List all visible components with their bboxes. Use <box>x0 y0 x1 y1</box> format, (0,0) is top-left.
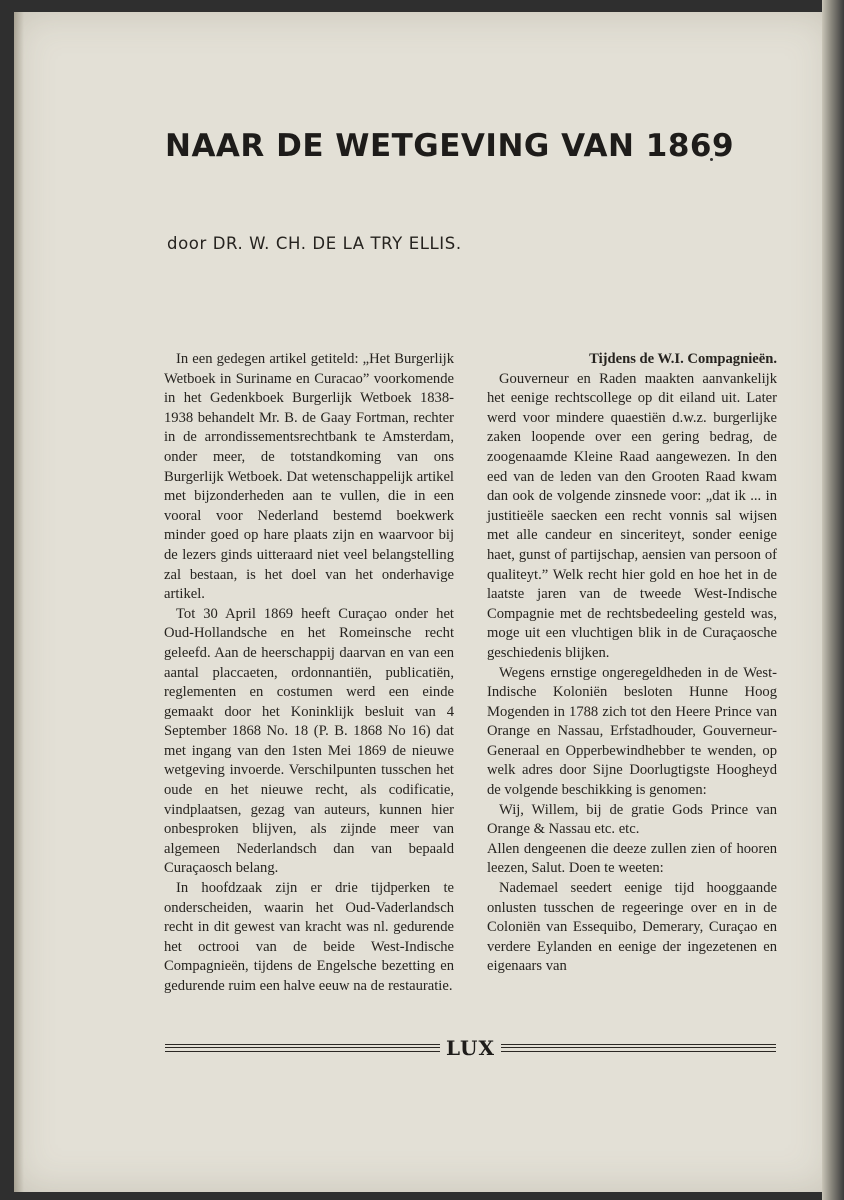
paragraph: Wegens ernstige ongeregeldheden in de West-Indische Koloniën besloten Hunne Hoog Mogenden in 1788 zich tot den Heere Prince van Orange en Nassau, Erfstadhouder, Gouverneur-Generaal en Opperbewindhebber te wenden, op welk adres door Sijne Doorlugtigste Hoogheyd de volgende beschikking is genomen: <box>487 664 777 799</box>
masthead-logo: LUX <box>446 1036 495 1060</box>
paragraph: Wij, Willem, bij de gratie Gods Prince van Orange & Nassau etc. etc. <box>487 801 777 838</box>
footer-rule-left <box>165 1044 440 1052</box>
paragraph: In een gedegen artikel getiteld: „Het Burgerlijk Wetboek in Suriname en Curacao” voorkomende in het Gedenkboek Burgerlijk Wetboek 1838-1938 behandelt Mr. B. de Gaay Fortman, rechter in de arrondissementsrechtbank te Amsterdam, onder meer, de totstandkoming van ons Burgerlijk Wetboek. Dat wetenschappelijk artikel met bijzonderheden aan te vullen, die in een vooral voor Nederland bestemd boekwerk minder goed op hare plaats zijn en waarvoor bij de lezers ginds uitteraard niet veel belangstelling zal bestaan, is het doel van het onderhavige artikel. <box>164 351 454 603</box>
right-column <box>487 350 777 977</box>
page-gutter-shadow <box>14 12 24 1192</box>
article-title: NAAR DE WETGEVING VAN 1869 <box>165 128 735 164</box>
paragraph: In hoofdzaak zijn er drie tijdperken te onderscheiden, waarin het Oud-Vaderlandsch recht in dit gewest van kracht was nl. gedurende het octrooi van de beide West-Indische Compagnieën, tijdens de Engelsche bezetting en gedurende ruim een halve eeuw na de restauratie. <box>164 880 454 994</box>
paragraph: Gouverneur en Raden maakten aanvankelijk het eenige rechtscollege op dit eiland uit. Later werd voor mindere quaestiën d.w.z. burgerlijke zaken loopende over een gering bedrag, de zoogenaamde Kleine Raad aangewezen. In den eed van de leden van den Grooten Raad kwam dan ook de volgende zinsnede voor: „dat ik ... in justitieële saecken een recht vonnis sal wijsen met alle candeur en sinceriteyt, sonder eenige haet, gunst of partijschap, aensien van persoon of qualiteyt.” Welk recht hier gold en hoe het in de laatste jaren van de tweede West-Indische Compagnie met de rechtsbedeeling gesteld was, moge uit een vluchtigen blik in de Curaçaosche geschiedenis blijken. <box>487 370 777 661</box>
paragraph: Nademael seedert eenige tijd hooggaande onlusten tusschen de regeeringe over en in de Coloniën van Essequibo, Demerary, Curaçao en verdere Eylanden en eenige der ingezetenen en eigenaars van <box>487 880 777 975</box>
page-right-edge <box>822 0 844 1200</box>
left-column <box>164 350 454 997</box>
footer-rule-right <box>501 1044 776 1052</box>
paragraph: Allen dengeenen die deeze zullen zien of hooren leezen, Salut. Doen te weeten: <box>487 840 777 877</box>
footer-masthead <box>165 1034 776 1062</box>
article-author: door DR. W. CH. DE LA TRY ELLIS. <box>167 234 462 253</box>
section-heading: Tijdens de W.I. Compagnieën. <box>589 351 777 367</box>
paragraph: Tot 30 April 1869 heeft Curaçao onder het Oud-Hollandsche en het Romeinsche recht geleefd. Aan de heerschappij daarvan en van een aantal placcaeten, ordonnantiën, publicatiën, reglementen en costumen werd een einde gemaakt door het Koninklijk besluit van 4 September 1868 No. 18 (P. B. 1868 No 16) dat met ingang van den 1sten Mei 1869 de nieuwe wetgeving invoerde. Verschilpunten tusschen het oude en het nieuwe recht, als codificatie, vindplaatsen, gezag van auteurs, kunnen hier onbesproken blijven, als zijnde meer van algemeen Nederlandsch dan van bepaald Curaçaosch belang. <box>164 605 454 877</box>
